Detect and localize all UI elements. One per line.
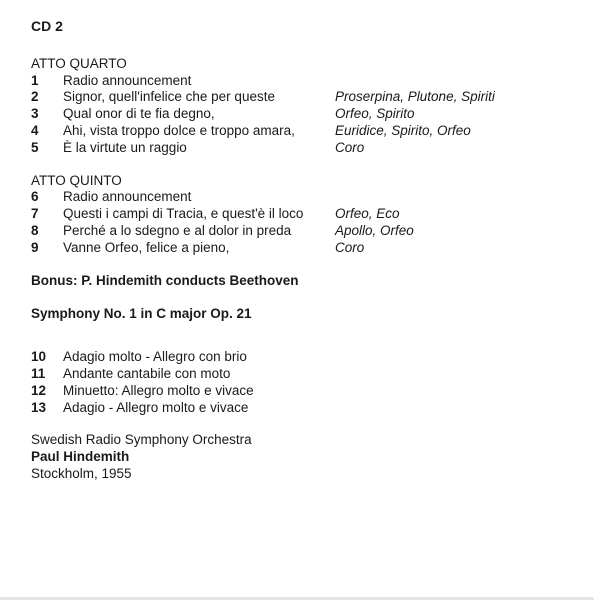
movement-row	[31, 366, 571, 383]
recording-place-date: Stockholm, 1955	[31, 465, 132, 481]
track-roles: Apollo, Orfeo	[335, 222, 414, 238]
movement-row	[31, 400, 571, 417]
track-roles: Euridice, Spirito, Orfeo	[335, 122, 471, 138]
movement-row	[31, 349, 571, 366]
track-title: Qual onor di te fia degno,	[63, 106, 215, 122]
track-number: 10	[31, 349, 47, 365]
track-number: 7	[31, 206, 39, 222]
track-title: Radio announcement	[63, 72, 192, 88]
movement-title: Andante cantabile con moto	[63, 365, 231, 381]
track-number: 8	[31, 222, 39, 238]
cd-title: CD 2	[31, 18, 63, 34]
track-roles: Orfeo, Spirito	[335, 106, 415, 122]
track-row	[31, 89, 571, 106]
track-title: Perché a lo sdegno e al dolor in preda	[63, 222, 292, 238]
movement-title: Adagio molto - Allegro con brio	[63, 349, 247, 365]
tracklist-page	[31, 18, 571, 483]
track-roles: Orfeo, Eco	[335, 206, 400, 222]
track-title: Radio announcement	[63, 189, 192, 205]
track-title: Questi i campi di Tracia, e quest'è il loco	[63, 206, 304, 222]
movement-title: Adagio - Allegro molto e vivace	[63, 399, 249, 415]
act-heading: ATTO QUINTO	[31, 172, 122, 188]
track-row	[31, 140, 571, 157]
track-row	[31, 106, 571, 123]
track-number: 13	[31, 399, 47, 415]
track-row	[31, 206, 571, 223]
track-number: 2	[31, 89, 39, 105]
track-title: Vanne Orfeo, felice a pieno,	[63, 239, 230, 255]
conductor-credit: Paul Hindemith	[31, 449, 130, 465]
track-number: 11	[31, 365, 46, 381]
track-roles: Coro	[335, 239, 365, 255]
bonus-heading: Bonus: P. Hindemith conducts Beethoven	[31, 272, 299, 288]
orchestra-credit: Swedish Radio Symphony Orchestra	[31, 432, 252, 448]
track-number: 3	[31, 106, 39, 122]
track-title: Signor, quell'infelice che per queste	[63, 89, 275, 105]
movement-row	[31, 383, 571, 400]
track-row	[31, 223, 571, 240]
track-row	[31, 73, 571, 90]
track-roles: Proserpina, Plutone, Spiriti	[335, 89, 495, 105]
track-roles: Coro	[335, 139, 365, 155]
track-number: 9	[31, 239, 39, 255]
track-number: 5	[31, 139, 39, 155]
track-number: 6	[31, 189, 39, 205]
track-title: È la virtute un raggio	[63, 139, 187, 155]
track-number: 1	[31, 72, 39, 88]
symphony-heading: Symphony No. 1 in C major Op. 21	[31, 306, 252, 322]
track-number: 4	[31, 122, 39, 138]
track-number: 12	[31, 382, 47, 398]
act-heading: ATTO QUARTO	[31, 55, 127, 71]
track-title: Ahi, vista troppo dolce e troppo amara,	[63, 122, 295, 138]
track-row	[31, 123, 571, 140]
movement-title: Minuetto: Allegro molto e vivace	[63, 382, 254, 398]
track-row	[31, 189, 571, 206]
track-row	[31, 240, 571, 257]
